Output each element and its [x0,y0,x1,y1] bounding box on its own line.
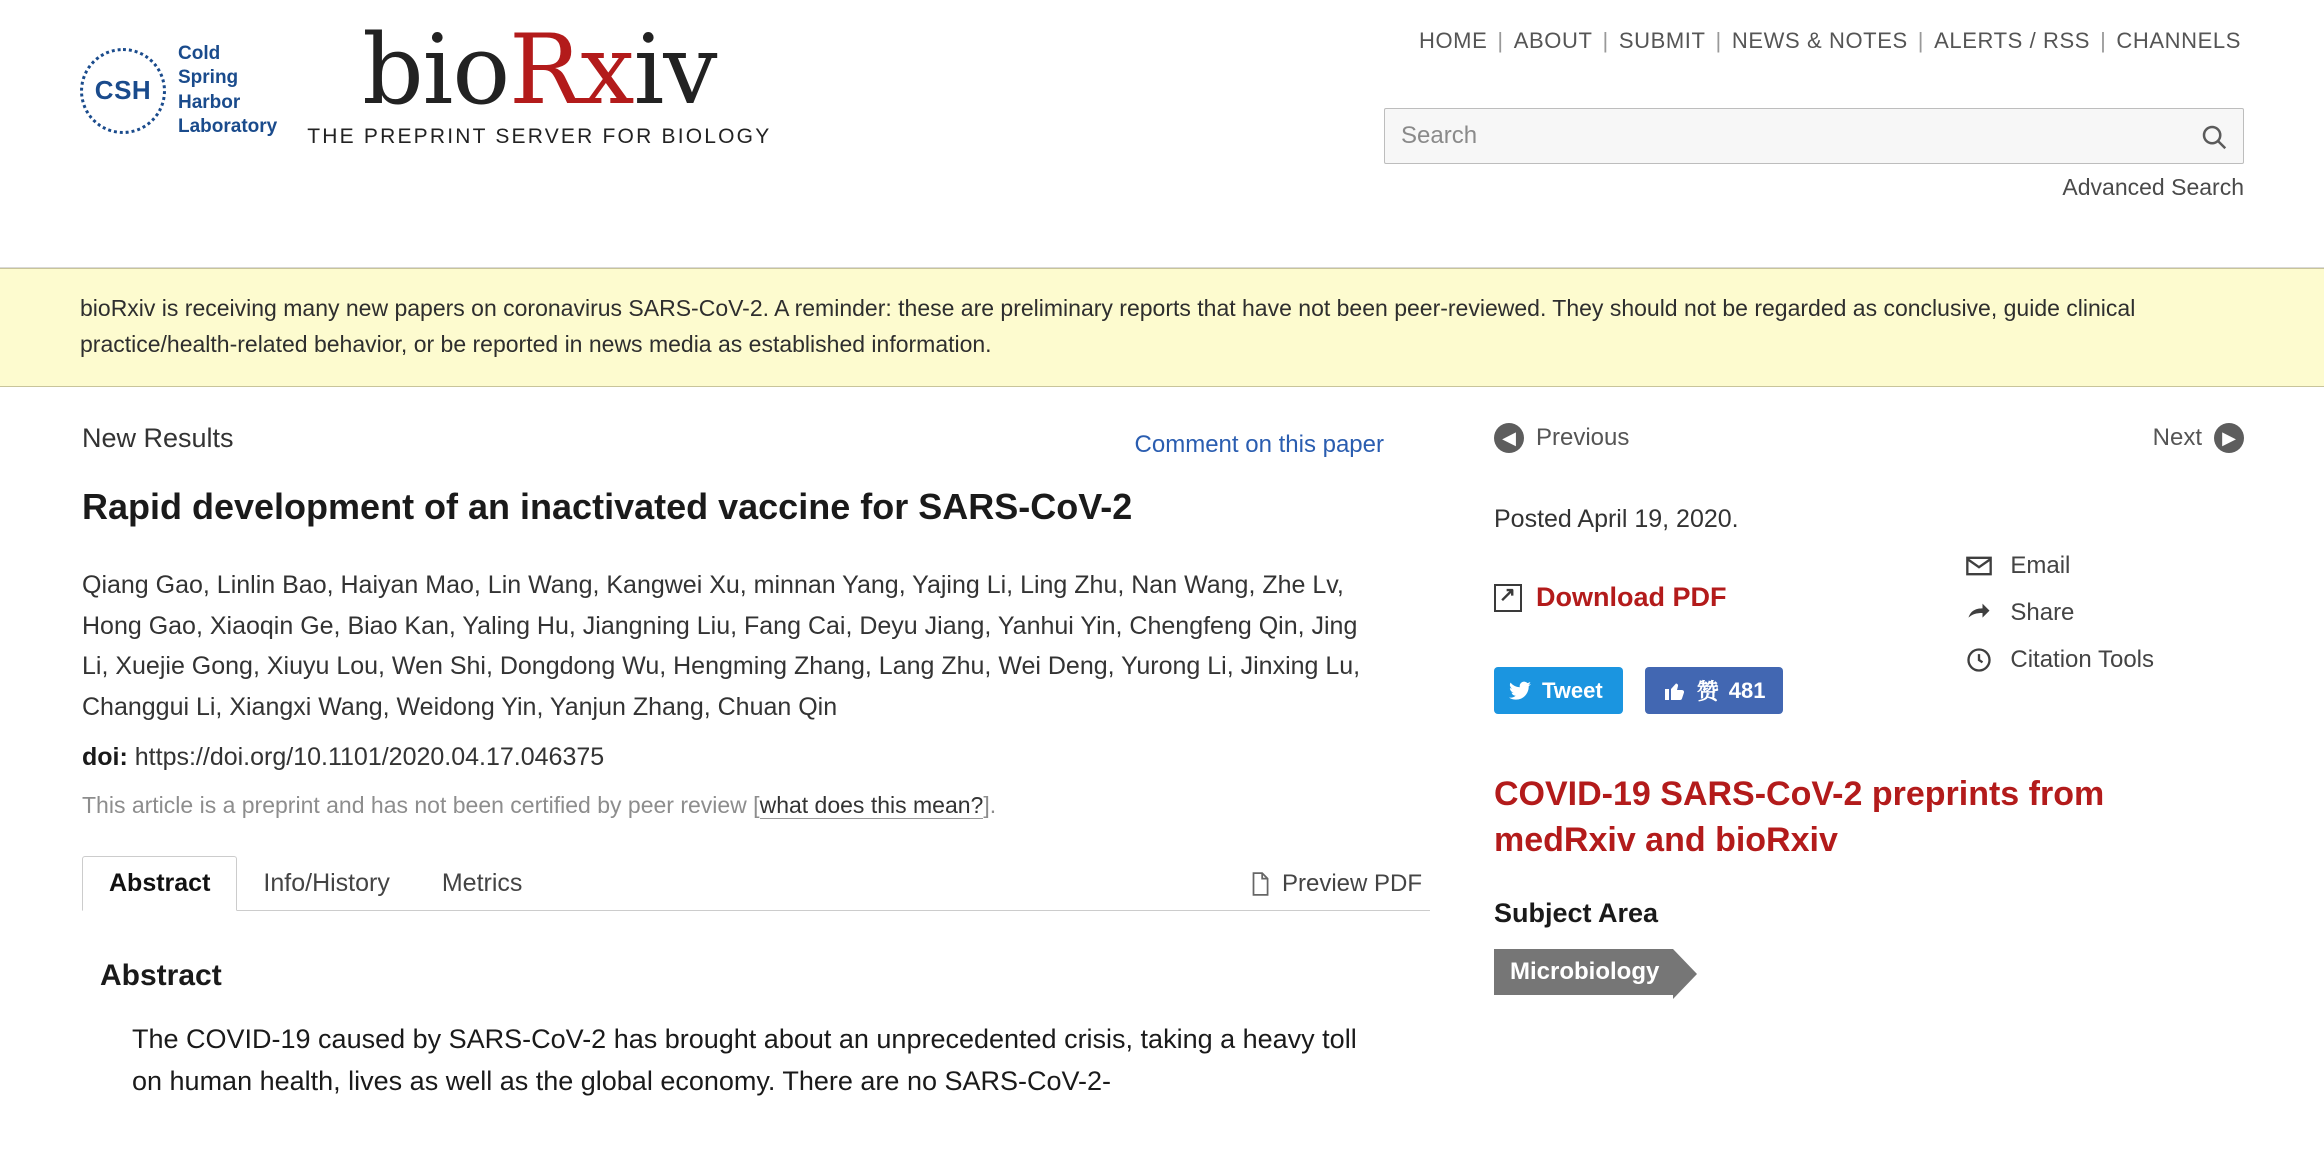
email-action[interactable] [1964,551,2154,581]
envelope-icon [1964,551,1994,581]
preprint-disclaimer [82,792,1390,819]
share-label: Share [2010,599,2075,627]
nav-home[interactable]: HOME [1418,28,1488,53]
tab-abstract[interactable]: Abstract [82,856,237,911]
cshl-seal-icon [80,48,166,134]
cshl-institution-name [178,42,277,139]
cshl-line-4: Laboratory [178,115,278,137]
author-list: Qiang Gao, Linlin Bao, Haiyan Mao, Lin Wang, Kangwei Xu, minnan Yang, Yajing Li, Ling Zhu, Nan Wang, Zhe Lv, Hong Gao, Xiaoqin Ge, Biao Kan, Yaling Hu, Jiangning Liu, Fang Cai, Deyu Jiang, Yanhui Yin, Chengfeng Qin, Jing Li, Xuejie Gong, Xiuyu Lou, Wen Shi, Dongdong Wu, Hengming Zhang, Lang Zhu, Wei Deng, Yurong Li, Jinxing Lu, Changgui Li, Xiangxi Wang, Weidong Yin, Yanjun Zhang, Chuan Qin [82,571,1361,721]
citation-tools-label: Citation Tools [2010,646,2154,674]
preview-pdf-link[interactable] [1247,870,1422,898]
comment-on-paper-link[interactable]: Comment on this paper [1134,431,1384,459]
search-icon[interactable] [2199,122,2229,152]
nav-separator: | [1715,28,1722,53]
article-kicker: New Results [82,423,234,454]
email-label: Email [2010,552,2071,580]
top-navigation [1416,28,2244,54]
nav-separator: | [1497,28,1504,53]
previous-article-button[interactable] [1494,423,1629,453]
nav-channels[interactable]: CHANNELS [2116,28,2241,53]
abstract-text: The COVID-19 caused by SARS-CoV-2 has brought about an unprecedented crisis, taking a heavy toll on human health, lives as well as the global economy. There are no SARS-CoV-2- [132,1024,1357,1096]
doi-value[interactable]: https://doi.org/10.1101/2020.04.17.046375 [134,743,605,772]
download-pdf-label: Download PDF [1536,582,1727,613]
nav-separator: | [2100,28,2107,53]
share-action[interactable] [1964,598,2154,628]
biorxiv-logo[interactable] [307,14,772,149]
posted-date: Posted April 19, 2020. [1494,505,1739,534]
next-label: Next [2152,424,2202,452]
cshl-logo[interactable] [80,42,277,139]
facebook-like-count: 481 [1728,677,1766,703]
next-article-button[interactable] [2153,423,2244,453]
tweet-button[interactable] [1494,667,1623,714]
facebook-like-label: 赞 [1696,679,1719,705]
tweet-label: Tweet [1542,677,1603,703]
cshl-seal-text: CSH [94,75,152,106]
nav-submit[interactable]: SUBMIT [1618,28,1706,53]
prev-next-nav [1494,423,2244,467]
twitter-icon [1508,679,1532,703]
arrow-right-icon: ▶ [2214,423,2244,453]
external-link-icon [1494,584,1522,612]
abstract-heading: Abstract [100,959,222,993]
nav-alerts-rss[interactable]: ALERTS / RSS [1934,28,2091,53]
disclaimer-post: ]. [983,792,997,819]
article-actions [1964,551,2154,692]
nav-about[interactable]: ABOUT [1513,28,1593,53]
tab-metrics[interactable]: Metrics [441,869,523,898]
search-input[interactable] [1385,109,2243,163]
disclaimer-pre: This article is a preprint and has not been certified by peer review [ [82,792,760,819]
share-icon [1964,598,1994,628]
doi-line [82,743,1390,772]
search-box[interactable] [1384,108,2244,164]
page-title: Rapid development of an inactivated vaccine for SARS-CoV-2 [82,486,1133,528]
subject-area-tag[interactable]: Microbiology [1494,949,1673,995]
collection-link[interactable]: COVID-19 SARS-CoV-2 preprints from medRxiv and bioRxiv [1494,775,2105,860]
advanced-search-link[interactable]: Advanced Search [2062,174,2244,200]
covid-notice-banner: bioRxiv is receiving many new papers on coronavirus SARS-CoV-2. A reminder: these are preliminary reports that have not been peer-reviewed. They should not be regarded as conclusive, guide clinical practice/health-related behavior, or be reported in news media as established information. [0,268,2324,387]
sidebar-column [1450,387,2324,1102]
citation-tools-action[interactable] [1964,645,2154,675]
tab-info-history[interactable]: Info/History [263,869,390,898]
cshl-line-3: Harbor [178,91,241,113]
what-does-this-mean-link[interactable]: what does this mean? [759,792,984,819]
article-tabs [82,855,1430,911]
preview-pdf-label: Preview PDF [1281,870,1422,898]
page-content [0,387,2324,1102]
nav-news-notes[interactable]: NEWS & NOTES [1731,28,1908,53]
doi-label: doi: [82,743,128,772]
arrow-left-icon: ◀ [1494,423,1524,453]
nav-separator: | [1602,28,1609,53]
subject-area-heading: Subject Area [1494,898,1659,929]
cshl-line-2: Spring [178,67,239,89]
article-column [0,387,1450,1102]
wordmark-rx: Rx [509,14,634,126]
biorxiv-wordmark [307,14,771,126]
wordmark-iv: iv [633,14,717,126]
nav-separator: | [1917,28,1925,53]
search-area [1384,108,2244,201]
cshl-line-1: Cold [178,43,221,64]
logo-area[interactable] [80,14,772,149]
thumbs-up-icon [1663,679,1687,703]
previous-label: Previous [1536,424,1630,452]
clock-icon [1964,645,1994,675]
wordmark-bio: bio [362,14,510,126]
facebook-like-button[interactable] [1645,667,1784,714]
document-icon [1247,871,1273,897]
site-header [0,0,2324,268]
biorxiv-tagline: THE PREPRINT SERVER FOR BIOLOGY [307,124,772,148]
download-pdf-button[interactable] [1494,582,1727,613]
